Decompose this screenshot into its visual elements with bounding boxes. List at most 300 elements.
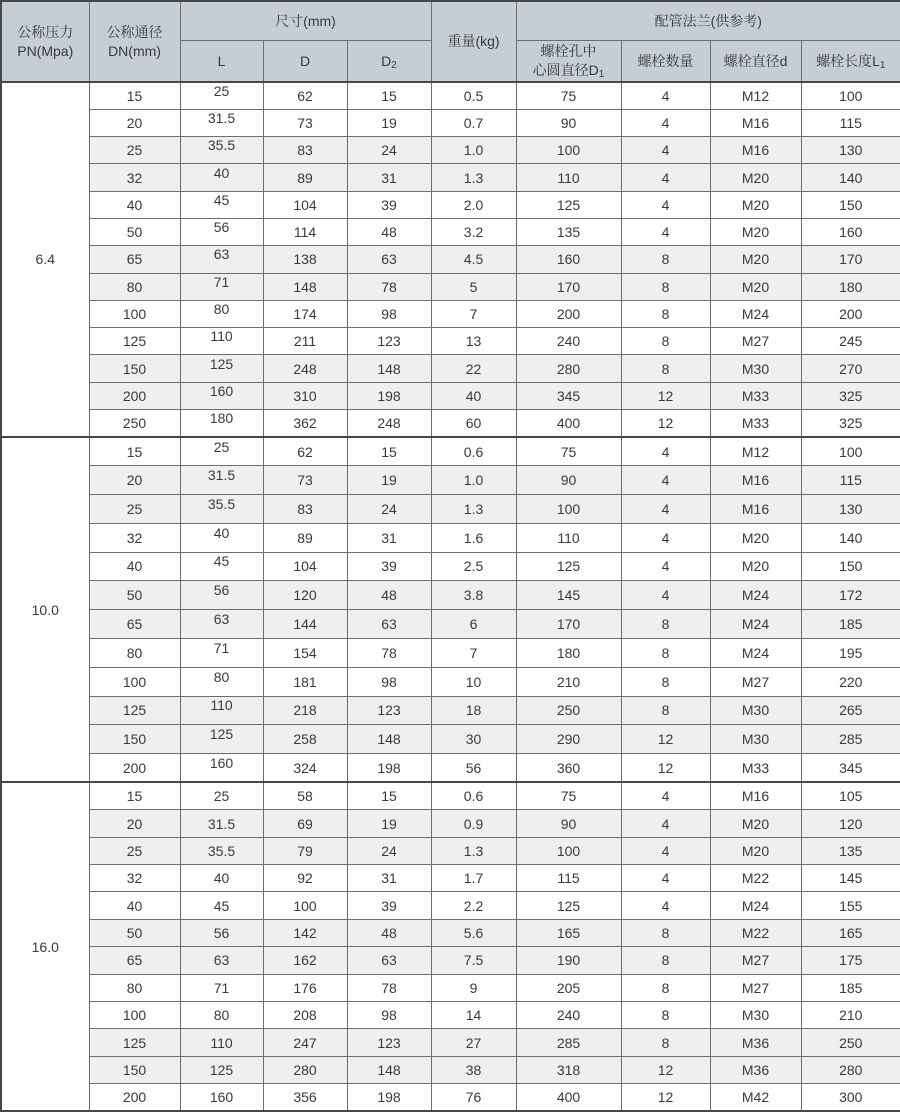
cell-bolt-diameter: M24 bbox=[710, 300, 801, 327]
cell-bolt-count: 4 bbox=[621, 466, 710, 495]
cell-diameter-d: 362 bbox=[263, 410, 347, 437]
cell-bolt-count: 4 bbox=[621, 137, 710, 164]
cell-bolt-circle-d1: 90 bbox=[516, 109, 621, 136]
cell-bolt-length: 180 bbox=[801, 273, 900, 300]
cell-bolt-diameter: M20 bbox=[710, 246, 801, 273]
cell-diameter-d2: 31 bbox=[347, 523, 431, 552]
cell-weight: 56 bbox=[431, 754, 516, 783]
cell-diameter-d2: 39 bbox=[347, 191, 431, 218]
table-row bbox=[1, 410, 900, 437]
cell-length-l: 110 bbox=[180, 328, 263, 355]
cell-bolt-length: 115 bbox=[801, 466, 900, 495]
cell-weight: 7.5 bbox=[431, 947, 516, 974]
cell-bolt-diameter: M24 bbox=[710, 638, 801, 667]
cell-bolt-diameter: M27 bbox=[710, 947, 801, 974]
cell-length-l: 31.5 bbox=[180, 466, 263, 495]
cell-bolt-diameter: M12 bbox=[710, 437, 801, 466]
cell-bolt-length: 140 bbox=[801, 164, 900, 191]
cell-bolt-circle-d1: 180 bbox=[516, 638, 621, 667]
table-row bbox=[1, 552, 900, 581]
cell-bolt-count: 4 bbox=[621, 164, 710, 191]
cell-bolt-diameter: M20 bbox=[710, 837, 801, 864]
cell-bolt-diameter: M16 bbox=[710, 494, 801, 523]
pressure-cell: 6.4 bbox=[1, 82, 89, 437]
cell-bolt-diameter: M16 bbox=[710, 466, 801, 495]
cell-bolt-count: 12 bbox=[621, 410, 710, 437]
cell-bolt-circle-d1: 240 bbox=[516, 1002, 621, 1029]
cell-bolt-circle-d1: 75 bbox=[516, 437, 621, 466]
cell-weight: 0.9 bbox=[431, 810, 516, 837]
cell-bolt-circle-d1: 100 bbox=[516, 494, 621, 523]
cell-diameter-d2: 148 bbox=[347, 1056, 431, 1083]
cell-bolt-circle-d1: 100 bbox=[516, 137, 621, 164]
table-row bbox=[1, 1056, 900, 1083]
cell-bolt-diameter: M33 bbox=[710, 754, 801, 783]
cell-bolt-circle-d1: 170 bbox=[516, 610, 621, 639]
cell-dn: 200 bbox=[89, 382, 180, 409]
cell-bolt-circle-d1: 360 bbox=[516, 754, 621, 783]
cell-weight: 76 bbox=[431, 1084, 516, 1111]
cell-dn: 15 bbox=[89, 82, 180, 109]
header-col-bolt-len-sub: 1 bbox=[879, 59, 886, 71]
cell-dn: 200 bbox=[89, 754, 180, 783]
cell-bolt-count: 8 bbox=[621, 947, 710, 974]
cell-diameter-d2: 148 bbox=[347, 355, 431, 382]
cell-diameter-d2: 31 bbox=[347, 164, 431, 191]
cell-bolt-count: 4 bbox=[621, 810, 710, 837]
cell-weight: 1.0 bbox=[431, 466, 516, 495]
cell-bolt-circle-d1: 240 bbox=[516, 328, 621, 355]
header-dn-line1: 公称通径 bbox=[106, 23, 163, 40]
cell-bolt-length: 170 bbox=[801, 246, 900, 273]
cell-bolt-diameter: M27 bbox=[710, 328, 801, 355]
cell-bolt-length: 185 bbox=[801, 974, 900, 1001]
cell-bolt-count: 8 bbox=[621, 667, 710, 696]
header-pressure-line1: 公称压力 bbox=[17, 23, 74, 40]
cell-diameter-d2: 198 bbox=[347, 754, 431, 783]
header-col-bolt-len bbox=[801, 41, 900, 83]
cell-dn: 50 bbox=[89, 218, 180, 245]
table-row bbox=[1, 837, 900, 864]
cell-bolt-diameter: M20 bbox=[710, 191, 801, 218]
cell-length-l: 160 bbox=[180, 754, 263, 783]
cell-bolt-count: 12 bbox=[621, 1084, 710, 1111]
cell-length-l: 63 bbox=[180, 246, 263, 273]
table-row bbox=[1, 865, 900, 892]
cell-diameter-d: 162 bbox=[263, 947, 347, 974]
cell-bolt-diameter: M36 bbox=[710, 1029, 801, 1056]
cell-dn: 65 bbox=[89, 947, 180, 974]
table-row bbox=[1, 667, 900, 696]
cell-diameter-d2: 15 bbox=[347, 437, 431, 466]
cell-bolt-count: 4 bbox=[621, 523, 710, 552]
cell-dn: 15 bbox=[89, 437, 180, 466]
table-row bbox=[1, 137, 900, 164]
cell-diameter-d2: 123 bbox=[347, 696, 431, 725]
cell-weight: 2.5 bbox=[431, 552, 516, 581]
table-row bbox=[1, 696, 900, 725]
cell-length-l: 45 bbox=[180, 191, 263, 218]
cell-dn: 250 bbox=[89, 410, 180, 437]
header-col-bolt-len-base: 螺栓长度L bbox=[816, 52, 880, 69]
cell-bolt-circle-d1: 75 bbox=[516, 782, 621, 809]
cell-weight: 1.7 bbox=[431, 865, 516, 892]
cell-bolt-count: 4 bbox=[621, 494, 710, 523]
cell-length-l: 35.5 bbox=[180, 137, 263, 164]
cell-dn: 150 bbox=[89, 1056, 180, 1083]
cell-weight: 0.6 bbox=[431, 437, 516, 466]
cell-bolt-diameter: M16 bbox=[710, 109, 801, 136]
cell-diameter-d2: 15 bbox=[347, 782, 431, 809]
cell-diameter-d2: 39 bbox=[347, 552, 431, 581]
cell-diameter-d2: 78 bbox=[347, 638, 431, 667]
table-row bbox=[1, 191, 900, 218]
cell-bolt-count: 4 bbox=[621, 82, 710, 109]
cell-bolt-count: 8 bbox=[621, 974, 710, 1001]
cell-bolt-circle-d1: 125 bbox=[516, 191, 621, 218]
cell-bolt-length: 210 bbox=[801, 1002, 900, 1029]
cell-weight: 13 bbox=[431, 328, 516, 355]
cell-diameter-d2: 78 bbox=[347, 273, 431, 300]
cell-bolt-length: 345 bbox=[801, 754, 900, 783]
cell-bolt-count: 8 bbox=[621, 696, 710, 725]
table-row bbox=[1, 246, 900, 273]
cell-diameter-d2: 19 bbox=[347, 466, 431, 495]
cell-bolt-diameter: M24 bbox=[710, 610, 801, 639]
table-row bbox=[1, 355, 900, 382]
header-col-d1-line2-sub: 1 bbox=[598, 69, 605, 80]
cell-dn: 80 bbox=[89, 638, 180, 667]
cell-diameter-d2: 78 bbox=[347, 974, 431, 1001]
cell-diameter-d: 144 bbox=[263, 610, 347, 639]
cell-dn: 25 bbox=[89, 494, 180, 523]
cell-bolt-diameter: M30 bbox=[710, 1002, 801, 1029]
cell-dn: 65 bbox=[89, 610, 180, 639]
table-row bbox=[1, 974, 900, 1001]
cell-dn: 20 bbox=[89, 109, 180, 136]
cell-length-l: 80 bbox=[180, 300, 263, 327]
cell-weight: 1.3 bbox=[431, 164, 516, 191]
cell-bolt-length: 185 bbox=[801, 610, 900, 639]
cell-diameter-d: 211 bbox=[263, 328, 347, 355]
cell-bolt-length: 155 bbox=[801, 892, 900, 919]
cell-diameter-d2: 123 bbox=[347, 1029, 431, 1056]
table-row bbox=[1, 164, 900, 191]
cell-bolt-count: 4 bbox=[621, 552, 710, 581]
cell-weight: 7 bbox=[431, 300, 516, 327]
cell-bolt-diameter: M30 bbox=[710, 355, 801, 382]
cell-length-l: 35.5 bbox=[180, 494, 263, 523]
table-row bbox=[1, 82, 900, 109]
cell-bolt-circle-d1: 100 bbox=[516, 837, 621, 864]
cell-diameter-d2: 248 bbox=[347, 410, 431, 437]
table-row bbox=[1, 1029, 900, 1056]
cell-bolt-diameter: M24 bbox=[710, 581, 801, 610]
cell-bolt-length: 325 bbox=[801, 410, 900, 437]
cell-weight: 60 bbox=[431, 410, 516, 437]
cell-dn: 150 bbox=[89, 355, 180, 382]
cell-bolt-count: 4 bbox=[621, 109, 710, 136]
cell-bolt-diameter: M12 bbox=[710, 82, 801, 109]
cell-bolt-circle-d1: 210 bbox=[516, 667, 621, 696]
cell-bolt-length: 145 bbox=[801, 865, 900, 892]
cell-diameter-d: 58 bbox=[263, 782, 347, 809]
cell-diameter-d2: 63 bbox=[347, 610, 431, 639]
table-row bbox=[1, 919, 900, 946]
cell-diameter-d: 248 bbox=[263, 355, 347, 382]
cell-bolt-circle-d1: 400 bbox=[516, 410, 621, 437]
cell-dn: 50 bbox=[89, 581, 180, 610]
cell-bolt-circle-d1: 280 bbox=[516, 355, 621, 382]
cell-weight: 30 bbox=[431, 725, 516, 754]
cell-bolt-diameter: M20 bbox=[710, 810, 801, 837]
cell-bolt-diameter: M16 bbox=[710, 782, 801, 809]
cell-diameter-d: 62 bbox=[263, 437, 347, 466]
table-row bbox=[1, 300, 900, 327]
cell-weight: 5.6 bbox=[431, 919, 516, 946]
cell-diameter-d2: 15 bbox=[347, 82, 431, 109]
cell-bolt-length: 285 bbox=[801, 725, 900, 754]
cell-bolt-diameter: M27 bbox=[710, 667, 801, 696]
cell-dn: 125 bbox=[89, 328, 180, 355]
cell-bolt-circle-d1: 90 bbox=[516, 810, 621, 837]
table-row bbox=[1, 725, 900, 754]
cell-bolt-count: 8 bbox=[621, 300, 710, 327]
table-row bbox=[1, 109, 900, 136]
cell-dn: 25 bbox=[89, 837, 180, 864]
cell-bolt-circle-d1: 250 bbox=[516, 696, 621, 725]
cell-bolt-circle-d1: 318 bbox=[516, 1056, 621, 1083]
cell-bolt-circle-d1: 165 bbox=[516, 919, 621, 946]
cell-bolt-circle-d1: 110 bbox=[516, 523, 621, 552]
cell-dn: 40 bbox=[89, 552, 180, 581]
cell-length-l: 63 bbox=[180, 947, 263, 974]
cell-bolt-count: 8 bbox=[621, 1002, 710, 1029]
cell-diameter-d: 154 bbox=[263, 638, 347, 667]
cell-length-l: 35.5 bbox=[180, 837, 263, 864]
cell-bolt-count: 4 bbox=[621, 581, 710, 610]
cell-bolt-circle-d1: 145 bbox=[516, 581, 621, 610]
cell-bolt-count: 8 bbox=[621, 1029, 710, 1056]
header-pressure bbox=[1, 1, 89, 82]
cell-length-l: 125 bbox=[180, 1056, 263, 1083]
cell-diameter-d: 104 bbox=[263, 552, 347, 581]
cell-diameter-d: 247 bbox=[263, 1029, 347, 1056]
cell-bolt-count: 8 bbox=[621, 355, 710, 382]
cell-bolt-diameter: M33 bbox=[710, 410, 801, 437]
cell-weight: 1.3 bbox=[431, 494, 516, 523]
cell-bolt-count: 8 bbox=[621, 273, 710, 300]
cell-dn: 32 bbox=[89, 164, 180, 191]
cell-bolt-length: 280 bbox=[801, 1056, 900, 1083]
cell-bolt-length: 195 bbox=[801, 638, 900, 667]
cell-bolt-diameter: M20 bbox=[710, 552, 801, 581]
cell-weight: 27 bbox=[431, 1029, 516, 1056]
cell-bolt-diameter: M30 bbox=[710, 696, 801, 725]
cell-bolt-circle-d1: 205 bbox=[516, 974, 621, 1001]
cell-length-l: 125 bbox=[180, 725, 263, 754]
cell-diameter-d: 83 bbox=[263, 494, 347, 523]
cell-bolt-length: 172 bbox=[801, 581, 900, 610]
cell-bolt-diameter: M36 bbox=[710, 1056, 801, 1083]
cell-bolt-length: 130 bbox=[801, 137, 900, 164]
table-row bbox=[1, 218, 900, 245]
cell-bolt-length: 135 bbox=[801, 837, 900, 864]
cell-bolt-length: 160 bbox=[801, 218, 900, 245]
cell-diameter-d2: 24 bbox=[347, 137, 431, 164]
cell-diameter-d2: 19 bbox=[347, 109, 431, 136]
cell-length-l: 160 bbox=[180, 382, 263, 409]
cell-weight: 3.2 bbox=[431, 218, 516, 245]
cell-dn: 125 bbox=[89, 1029, 180, 1056]
cell-bolt-count: 4 bbox=[621, 865, 710, 892]
cell-diameter-d: 79 bbox=[263, 837, 347, 864]
table-header bbox=[1, 1, 900, 82]
cell-weight: 1.3 bbox=[431, 837, 516, 864]
header-col-d1 bbox=[516, 41, 621, 83]
cell-dn: 100 bbox=[89, 1002, 180, 1029]
cell-bolt-length: 175 bbox=[801, 947, 900, 974]
cell-diameter-d: 324 bbox=[263, 754, 347, 783]
cell-dn: 65 bbox=[89, 246, 180, 273]
cell-bolt-length: 220 bbox=[801, 667, 900, 696]
cell-bolt-circle-d1: 75 bbox=[516, 82, 621, 109]
header-col-d: D bbox=[263, 41, 347, 83]
cell-bolt-circle-d1: 170 bbox=[516, 273, 621, 300]
cell-dn: 40 bbox=[89, 892, 180, 919]
cell-weight: 9 bbox=[431, 974, 516, 1001]
cell-weight: 7 bbox=[431, 638, 516, 667]
cell-bolt-circle-d1: 115 bbox=[516, 865, 621, 892]
cell-diameter-d: 100 bbox=[263, 892, 347, 919]
cell-diameter-d: 92 bbox=[263, 865, 347, 892]
cell-length-l: 31.5 bbox=[180, 109, 263, 136]
cell-bolt-diameter: M30 bbox=[710, 725, 801, 754]
cell-bolt-length: 130 bbox=[801, 494, 900, 523]
cell-dn: 32 bbox=[89, 523, 180, 552]
header-col-d2-base: D bbox=[381, 52, 392, 69]
cell-length-l: 71 bbox=[180, 638, 263, 667]
cell-length-l: 40 bbox=[180, 865, 263, 892]
cell-bolt-length: 250 bbox=[801, 1029, 900, 1056]
cell-dn: 150 bbox=[89, 725, 180, 754]
cell-length-l: 71 bbox=[180, 273, 263, 300]
table-row bbox=[1, 437, 900, 466]
cell-diameter-d2: 148 bbox=[347, 725, 431, 754]
cell-bolt-circle-d1: 125 bbox=[516, 892, 621, 919]
cell-dn: 100 bbox=[89, 667, 180, 696]
cell-dn: 100 bbox=[89, 300, 180, 327]
cell-bolt-count: 4 bbox=[621, 782, 710, 809]
cell-weight: 6 bbox=[431, 610, 516, 639]
cell-bolt-circle-d1: 135 bbox=[516, 218, 621, 245]
cell-bolt-diameter: M20 bbox=[710, 164, 801, 191]
cell-diameter-d2: 98 bbox=[347, 667, 431, 696]
table-row bbox=[1, 782, 900, 809]
cell-diameter-d: 62 bbox=[263, 82, 347, 109]
cell-bolt-circle-d1: 345 bbox=[516, 382, 621, 409]
cell-dn: 200 bbox=[89, 1084, 180, 1111]
cell-diameter-d2: 19 bbox=[347, 810, 431, 837]
header-col-l: L bbox=[180, 41, 263, 83]
cell-weight: 2.0 bbox=[431, 191, 516, 218]
cell-bolt-circle-d1: 400 bbox=[516, 1084, 621, 1111]
table-body bbox=[1, 82, 900, 1111]
cell-diameter-d: 120 bbox=[263, 581, 347, 610]
cell-bolt-length: 140 bbox=[801, 523, 900, 552]
cell-bolt-circle-d1: 290 bbox=[516, 725, 621, 754]
cell-diameter-d: 280 bbox=[263, 1056, 347, 1083]
cell-bolt-count: 4 bbox=[621, 837, 710, 864]
cell-bolt-count: 12 bbox=[621, 382, 710, 409]
cell-diameter-d2: 198 bbox=[347, 1084, 431, 1111]
cell-bolt-diameter: M27 bbox=[710, 974, 801, 1001]
cell-bolt-circle-d1: 125 bbox=[516, 552, 621, 581]
cell-bolt-length: 325 bbox=[801, 382, 900, 409]
cell-length-l: 110 bbox=[180, 1029, 263, 1056]
pressure-cell: 16.0 bbox=[1, 782, 89, 1111]
cell-bolt-circle-d1: 190 bbox=[516, 947, 621, 974]
cell-diameter-d: 310 bbox=[263, 382, 347, 409]
cell-length-l: 80 bbox=[180, 667, 263, 696]
cell-bolt-count: 4 bbox=[621, 218, 710, 245]
cell-length-l: 110 bbox=[180, 696, 263, 725]
cell-bolt-count: 8 bbox=[621, 246, 710, 273]
cell-weight: 0.7 bbox=[431, 109, 516, 136]
table-row bbox=[1, 810, 900, 837]
cell-bolt-length: 100 bbox=[801, 437, 900, 466]
cell-diameter-d2: 48 bbox=[347, 581, 431, 610]
cell-diameter-d: 218 bbox=[263, 696, 347, 725]
table-row bbox=[1, 466, 900, 495]
cell-bolt-length: 115 bbox=[801, 109, 900, 136]
cell-bolt-count: 4 bbox=[621, 437, 710, 466]
cell-dn: 40 bbox=[89, 191, 180, 218]
cell-weight: 0.6 bbox=[431, 782, 516, 809]
cell-length-l: 180 bbox=[180, 410, 263, 437]
cell-diameter-d: 89 bbox=[263, 523, 347, 552]
header-col-bolt-count: 螺栓数量 bbox=[621, 41, 710, 83]
cell-diameter-d2: 198 bbox=[347, 382, 431, 409]
cell-bolt-count: 8 bbox=[621, 328, 710, 355]
cell-bolt-circle-d1: 160 bbox=[516, 246, 621, 273]
table-row bbox=[1, 638, 900, 667]
table-row bbox=[1, 610, 900, 639]
cell-diameter-d: 176 bbox=[263, 974, 347, 1001]
cell-weight: 4.5 bbox=[431, 246, 516, 273]
cell-bolt-diameter: M22 bbox=[710, 919, 801, 946]
cell-diameter-d: 208 bbox=[263, 1002, 347, 1029]
pressure-cell: 10.0 bbox=[1, 437, 89, 783]
cell-diameter-d: 104 bbox=[263, 191, 347, 218]
header-col-d1-line2-base: 心圆直径D bbox=[532, 62, 599, 78]
table-row bbox=[1, 1002, 900, 1029]
cell-bolt-length: 270 bbox=[801, 355, 900, 382]
cell-weight: 0.5 bbox=[431, 82, 516, 109]
cell-length-l: 25 bbox=[180, 782, 263, 809]
cell-diameter-d2: 48 bbox=[347, 218, 431, 245]
cell-diameter-d2: 48 bbox=[347, 919, 431, 946]
header-col-d2 bbox=[347, 41, 431, 83]
cell-bolt-length: 150 bbox=[801, 552, 900, 581]
cell-diameter-d2: 39 bbox=[347, 892, 431, 919]
table-row bbox=[1, 382, 900, 409]
cell-weight: 1.0 bbox=[431, 137, 516, 164]
cell-bolt-diameter: M24 bbox=[710, 892, 801, 919]
cell-diameter-d: 142 bbox=[263, 919, 347, 946]
header-dn-line2: DN(mm) bbox=[108, 42, 161, 59]
header-col-d1-line2 bbox=[517, 61, 621, 80]
